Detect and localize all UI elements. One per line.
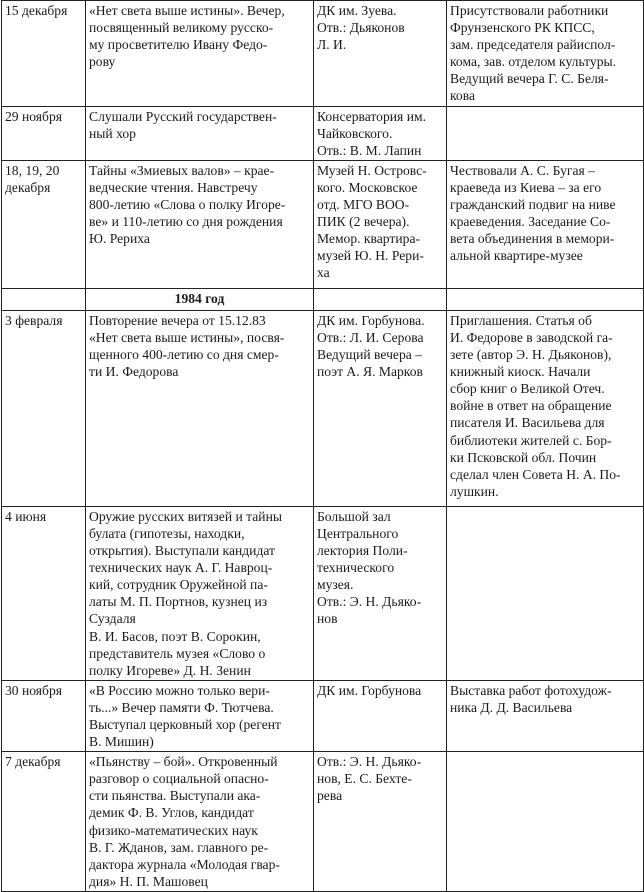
event-place: Отв.: Э. Н. Дьяко- нов, Е. С. Бехте- рева [314,752,447,892]
event-notes: Приглашения. Статья об И. Федорове в заводской га- зете (автор Э. Н. Дьяконов), книжный киоск. Начали сбор книг о Великой Отеч. войне в ответ на обращение писателя И. Васильева для библиотеки жителей с. Бор- ки Псковской обл. Почин сделал член Совета Н. А. По- лушкин. [447,310,644,506]
event-date: 15 декабря [2,1,86,107]
event-date: 7 декабря [2,752,86,892]
event-notes [447,752,644,892]
table-row [2,160,644,288]
event-place: ДК им. Зуева. Отв.: Дьяконов Л. И. [314,1,447,107]
event-description: «Пьянству – бой». Откровенный разговор о социальной опасно- сти пьянства. Выступали ака- демик Ф. В. Углов, кандидат физико-математических наук В. Г. Жданов, зам. главного ре- дактора журнала «Молодая гвар- дия» Н. П. Машовец [86,752,314,892]
event-description: Тайны «Змиевых валов» – крае- ведческие чтения. Навстречу 800-летию «Слова о полку Игоре- ве» и 110-летию со дня рождения Ю. Рериха [86,160,314,288]
event-notes: Выставка работ фотохудож- ника Д. Д. Васильева [447,680,644,751]
year-heading: 1984 год [86,288,314,310]
event-notes [447,506,644,680]
event-date: 18, 19, 20 декабря [2,160,86,288]
table-row [2,1,644,107]
event-description: Оружие русских витязей и тайны булата (гипотезы, находки, открытия). Выступали кандидат технических наук А. Г. Навроц- кий, сотрудник Оружейной па- латы М. П. Портнов, кузнец из Суздаля В. И. Басов, поэт В. Сорокин, представитель музея «Слово о полку Игореве» Д. Н. Зенин [86,506,314,680]
event-place: ДК им. Горбунова [314,680,447,751]
event-date: 29 ноября [2,106,86,160]
event-description: Слушали Русский государствен- ный хор [86,106,314,160]
table-row [2,506,644,680]
event-date: 30 ноября [2,680,86,751]
event-notes: Присутствовали работники Фрунзенского РК КПСС, зам. председателя райиспол- кома, зав. отделом культуры. Ведущий вечера Г. С. Беля- кова [447,1,644,107]
table-row [2,106,644,160]
event-description: «Нет света выше истины». Вечер, посвященный великому русско- му просветителю Ивану Федо- рову [86,1,314,107]
event-notes: Чествовали А. С. Бугая – краеведа из Киева – за его гражданский подвиг на ниве краеведения. Заседание Со- вета объединения в мемори- альной квартире-музее [447,160,644,288]
event-description: «В Россию можно только вери- ть...» Вечер памяти Ф. Тютчева. Выступал церковный хор (регент В. Мишин) [86,680,314,751]
event-description: Повторение вечера от 15.12.83 «Нет света выше истины», посвя- щенного 400-летию со дня смер- ти И. Федорова [86,310,314,506]
table-row [2,752,644,892]
event-place: Консерватория им. Чайковского. Отв.: В. М. Лапин [314,106,447,160]
table-row [2,310,644,506]
event-place: Большой зал Центрального лектория Поли- технического музея. Отв.: Э. Н. Дьяко- нов [314,506,447,680]
event-date: 3 февраля [2,310,86,506]
year-row [2,288,644,310]
table-row [2,680,644,751]
event-date: 4 июня [2,506,86,680]
event-place: ДК им. Горбунова. Отв.: Л. И. Серова Ведущий вечера – поэт А. Я. Марков [314,310,447,506]
event-notes [447,106,644,160]
events-table [1,0,644,892]
event-place: Музей Н. Островс- кого. Московское отд. МГО ВОО- ПИК (2 вечера). Мемор. квартира- музей Ю. Н. Рери- ха [314,160,447,288]
